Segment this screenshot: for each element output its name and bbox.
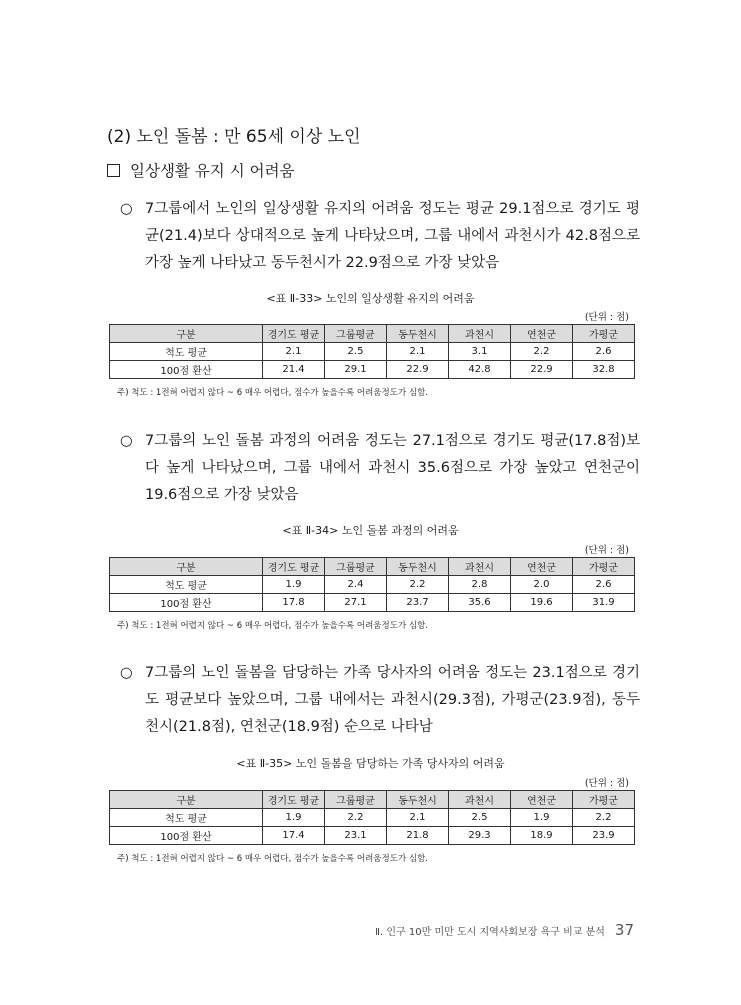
table-cell: 2.1: [263, 343, 325, 361]
table-row: [110, 809, 635, 827]
table-cell: 2.1: [387, 809, 449, 827]
table-cell: 2.1: [387, 343, 449, 361]
header-cell: 가평군: [573, 558, 635, 576]
header-cell: 과천시: [449, 791, 511, 809]
table-cell: 2.5: [449, 809, 511, 827]
table-cell: 18.9: [511, 827, 573, 845]
table-cell: 2.5: [325, 343, 387, 361]
header-cell: 동두천시: [387, 325, 449, 343]
paragraph-1-text: 7그룹에서 노인의 일상생활 유지의 어려움 정도는 평균 29.1점으로 경기도 평균(21.4)보다 상대적으로 높게 나타났으며, 그룹 내에서 과천시가 42.8점으로 가장 높게 나타났고 동두천시가 22.9점으로 가장 낮았음: [145, 201, 640, 271]
circle-bullet-icon: ○: [120, 665, 133, 681]
table-row: [110, 827, 635, 845]
footer-chapter: Ⅱ. 인구 10만 미만 도시 지역사회보장 욕구 비교 분석: [375, 927, 605, 938]
table-2-unit: (단위 : 점): [584, 545, 629, 556]
table-row: [110, 594, 635, 612]
header-cell: 연천군: [511, 558, 573, 576]
table-3-note: 주) 척도 : 1전혀 어렵지 않다 ~ 6 매우 어렵다, 점수가 높을수록 어려움정도가 심함.: [117, 854, 428, 864]
table-1: [109, 324, 635, 379]
circle-bullet-icon: ○: [120, 201, 133, 217]
table-cell: 2.2: [511, 343, 573, 361]
table-header-row: [110, 791, 635, 809]
table-cell: 척도 평균: [110, 343, 263, 361]
table-1-note: 주) 척도 : 1전혀 어렵지 않다 ~ 6 매우 어렵다, 점수가 높을수록 어려움정도가 심함.: [117, 388, 428, 398]
subsection-title: [107, 159, 295, 181]
checkbox-square-icon: [107, 164, 120, 177]
header-cell: 구분: [110, 791, 263, 809]
table-3-caption: <표 Ⅱ-35> 노인 돌봄을 담당하는 가족 당사자의 어려움: [236, 757, 505, 770]
table-cell: 29.1: [325, 361, 387, 379]
table-cell: 2.0: [511, 576, 573, 594]
table-cell: 2.2: [325, 809, 387, 827]
table-cell: 19.6: [511, 594, 573, 612]
header-cell: 경기도 평균: [263, 325, 325, 343]
table-3: [109, 790, 635, 845]
header-cell: 그룹평균: [325, 558, 387, 576]
table-3-unit: (단위 : 점): [584, 778, 629, 789]
header-cell: 구분: [110, 325, 263, 343]
table-cell: 100점 환산: [110, 827, 263, 845]
table-row: [110, 361, 635, 379]
table-cell: 3.1: [449, 343, 511, 361]
circle-bullet-icon: ○: [120, 433, 133, 449]
header-cell: 동두천시: [387, 558, 449, 576]
table-cell: 23.1: [325, 827, 387, 845]
table-cell: 22.9: [511, 361, 573, 379]
table-1-unit: (단위 : 점): [584, 312, 629, 323]
table-cell: 27.1: [325, 594, 387, 612]
header-cell: 경기도 평균: [263, 791, 325, 809]
table-row: [110, 576, 635, 594]
paragraph-3: [120, 660, 640, 741]
paragraph-2: [120, 428, 640, 509]
header-cell: 동두천시: [387, 791, 449, 809]
table-cell: 100점 환산: [110, 594, 263, 612]
table-header-row: [110, 325, 635, 343]
table-2: [109, 557, 635, 612]
header-cell: 과천시: [449, 558, 511, 576]
table-cell: 31.9: [573, 594, 635, 612]
header-cell: 연천군: [511, 791, 573, 809]
paragraph-2-text: 7그룹의 노인 돌봄 과정의 어려움 정도는 27.1점으로 경기도 평균(17.8점)보다 높게 나타났으며, 그룹 내에서 과천시 35.6점으로 가장 높았고 연천군이 19.6점으로 가장 낮았음: [145, 433, 640, 503]
table-cell: 척도 평균: [110, 576, 263, 594]
table-cell: 2.4: [325, 576, 387, 594]
table-2-note: 주) 척도 : 1전혀 어렵지 않다 ~ 6 매우 어렵다, 점수가 높을수록 어려움정도가 심함.: [117, 621, 428, 631]
header-cell: 경기도 평균: [263, 558, 325, 576]
table-cell: 2.6: [573, 343, 635, 361]
table-cell: 42.8: [449, 361, 511, 379]
header-cell: 구분: [110, 558, 263, 576]
header-cell: 과천시: [449, 325, 511, 343]
table-cell: 21.4: [263, 361, 325, 379]
table-2-caption: <표 Ⅱ-34> 노인 돌봄 과정의 어려움: [282, 524, 459, 537]
table-header-row: [110, 558, 635, 576]
table-cell: 1.9: [511, 809, 573, 827]
header-cell: 그룹평균: [325, 791, 387, 809]
table-cell: 100점 환산: [110, 361, 263, 379]
table-cell: 23.9: [573, 827, 635, 845]
table-cell: 2.8: [449, 576, 511, 594]
page-number: 37: [614, 921, 634, 939]
table-1-caption: <표 Ⅱ-33> 노인의 일상생활 유지의 어려움: [266, 292, 475, 305]
table-cell: 2.2: [573, 809, 635, 827]
paragraph-3-text: 7그룹의 노인 돌봄을 담당하는 가족 당사자의 어려움 정도는 23.1점으로 경기도 평균보다 높았으며, 그룹 내에서는 과천시(29.3점), 가평군(23.9점), 동두천시(21.8점), 연천군(18.9점) 순으로 나타남: [145, 665, 640, 735]
table-cell: 23.7: [387, 594, 449, 612]
table-cell: 32.8: [573, 361, 635, 379]
table-cell: 35.6: [449, 594, 511, 612]
table-cell: 17.8: [263, 594, 325, 612]
paragraph-1: [120, 196, 640, 277]
table-cell: 1.9: [263, 809, 325, 827]
section-title: (2) 노인 돌봄 : 만 65세 이상 노인: [107, 127, 361, 147]
table-cell: 2.6: [573, 576, 635, 594]
subsection-title-text: 일상생활 유지 시 어려움: [130, 162, 295, 180]
table-cell: 17.4: [263, 827, 325, 845]
header-cell: 가평군: [573, 325, 635, 343]
table-cell: 척도 평균: [110, 809, 263, 827]
header-cell: 연천군: [511, 325, 573, 343]
table-cell: 2.2: [387, 576, 449, 594]
page-footer: [375, 921, 634, 939]
table-cell: 1.9: [263, 576, 325, 594]
table-row: [110, 343, 635, 361]
header-cell: 가평군: [573, 791, 635, 809]
table-cell: 29.3: [449, 827, 511, 845]
header-cell: 그룹평균: [325, 325, 387, 343]
table-cell: 22.9: [387, 361, 449, 379]
table-cell: 21.8: [387, 827, 449, 845]
